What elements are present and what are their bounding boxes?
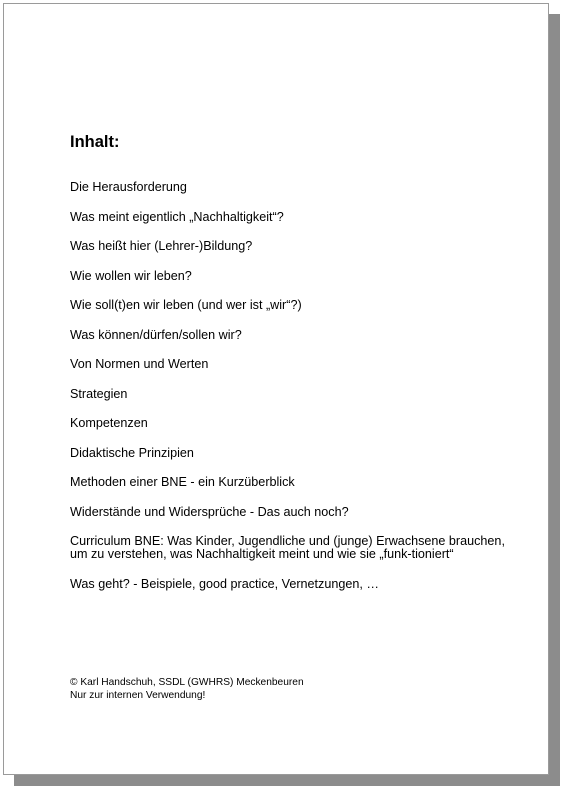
- toc-item-how-should-live: Wie soll(t)en wir leben (und wer ist „wir“?): [70, 298, 302, 312]
- toc-item-resistance: Widerstände und Widersprüche - Das auch noch?: [70, 504, 349, 519]
- toc-item-sustainability: Was meint eigentlich „Nachhaltigkeit“?: [70, 209, 284, 224]
- footer-internal-use: Nur zur internen Verwendung!: [70, 690, 206, 701]
- toc-item-methods: Methoden einer BNE - ein Kurzüberblick: [70, 475, 295, 489]
- document-page: [3, 3, 549, 775]
- toc-item-competences: Kompetenzen: [70, 416, 148, 430]
- toc-item-norms-values: Von Normen und Werten: [70, 357, 209, 371]
- toc-item-challenge: Die Herausforderung: [70, 180, 187, 194]
- footer-copyright: © Karl Handschuh, SSDL (GWHRS) Meckenbeuren: [70, 677, 304, 688]
- toc-item-can-may-should: Was können/dürfen/sollen wir?: [70, 327, 242, 342]
- toc-item-curriculum: Curriculum BNE: Was Kinder, Jugendliche und (junge) Erwachsene brauchen, um zu verstehen, was Nachhaltigkeit meint und wie sie „funk-tioniert“: [70, 534, 505, 561]
- footer-note: [70, 676, 304, 702]
- table-of-contents: [70, 181, 510, 607]
- toc-item-how-want-live: Wie wollen wir leben?: [70, 268, 192, 283]
- toc-item-examples: Was geht? - Beispiele, good practice, Vernetzungen, …: [70, 576, 379, 591]
- toc-heading: Inhalt:: [70, 133, 120, 151]
- toc-item-didactic-principles: Didaktische Prinzipien: [70, 445, 194, 460]
- toc-item-strategies: Strategien: [70, 386, 128, 401]
- toc-item-teacher-education: Was heißt hier (Lehrer-)Bildung?: [70, 239, 253, 253]
